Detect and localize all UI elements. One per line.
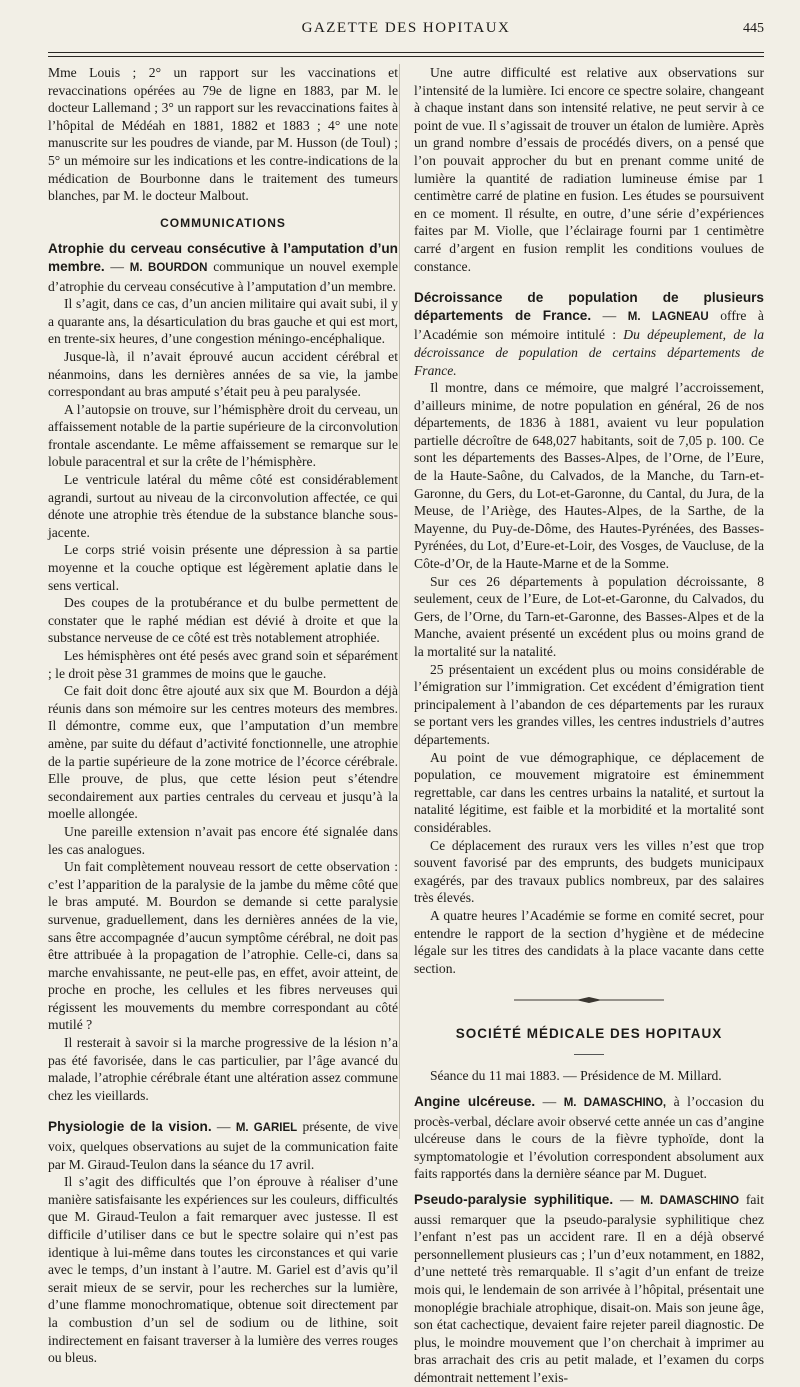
paragraph: A quatre heures l’Académie se forme en comité secret, pour entendre le rapport de la section d’hygiène et de médecine légale sur les titres des candidats à la place vacante dans cette section. [414, 907, 764, 976]
article-population-lead [414, 289, 764, 379]
paragraph: Une pareille extension n’avait pas encore été signalée dans les cas analogues. [48, 823, 398, 857]
section-ornament [414, 991, 764, 1009]
paragraph: 25 présentaient un excédent plus ou moins considérable de l’émigration sur l’immigration. Cet excédent d’émigration tient principalement à l’abandon de ces départements par les ruraux se portant vers les grandes villes, les centres industriels d’autres départements. [414, 661, 764, 747]
paragraph: Il resterait à savoir si la marche progressive de la lésion n’a pas été favorisée, dans le cas particulier, par l’âge avancé du malade, l’atrophie cérébrale étant une altération assez commune chez les vieillards. [48, 1035, 398, 1103]
article-lead-text: offre à l’Académie son mémoire intitulé : [414, 307, 764, 343]
cited-work-title: Du dépeuplement, de la décroissance de population de certains départements de France. [414, 327, 764, 378]
column-divider [399, 64, 400, 1139]
article-lead-text: présente, de vive voix, quelques observations au sujet de la communication faite par M. Giraud-Teulon dans la séance du 17 avril. [48, 1119, 398, 1172]
article-author: M. GARIEL [235, 1122, 298, 1135]
paragraph: Le ventricule latéral du même côté est considérablement agrandi, surtout au niveau de la circonvolution affectée, ce qui dénote une atrophie très étendue de la substance blanche sous-jacente. [48, 472, 398, 540]
article-pseudo-paralysie-lead [414, 1191, 764, 1387]
article-title: Angine ulcéreuse. [414, 1094, 536, 1110]
article-angine-lead [414, 1093, 764, 1183]
header-rule-bottom [48, 56, 764, 57]
article-title: Atrophie du cerveau consécutive à l’amputation d’un membre. [48, 241, 398, 274]
article-vision-lead [48, 1118, 398, 1173]
paragraph: Il s’agit des difficultés que l’on éprouve à réaliser d’une manière satisfaisante les expériences sur les couleurs, difficultés que M. Giraud-Teulon a fait remarquer avec justesse. Il est difficile d’utiliser dans ce but le spectre solaire qui n’est pas identique à lui-même dans toutes les circonstances et qui varie avec le temps, d’un instant à l’autre. M. Gariel est d’avis qu’il serait mieux de se servir, pour les recherches sur la lumière, d’une flamme monochromatique, obtenue soit directement par la combustion d’un sel de sodium ou de lithine, soit indirectement en faisant traverser à la lumière des verres rouges ou bleus. [48, 1174, 398, 1366]
short-rule [574, 1054, 604, 1055]
left-column [48, 64, 398, 1367]
paragraph: Une autre difficulté est relative aux observations sur l’intensité de la lumière. Ici encore ce spectre solaire, changeant à chaque instant dans son intensité relative, ne peut servir à ce point de vue. Il s’agissait de trouver un étalon de lumière. Après un grand nombre d’essais de procédés divers, on a pensé que l’on pouvait approcher du but en prenant comme unité de lumière la quantité de radiation lumineuse émise par 1 centimètre carré de platine en fusion. Les études se poursuivent en ce moment. Il résulte, en outre, d’une série d’expériences faites par M. Violle, que l’éclairage fourni par 1 centimètre carré d’argent en fusion remplit les conditions voulues de constance. [414, 65, 764, 274]
paragraph: Le corps strié voisin présente une dépression à sa partie moyenne et la couche optique est légèrement aplatie dans le sens vertical. [48, 542, 398, 593]
header-rule-top [48, 52, 764, 53]
article-atrophie-lead [48, 240, 398, 295]
paragraph: Jusque-là, il n’avait éprouvé aucun accident cérébral et néanmoins, dans les dernières années de sa vie, la jambe correspondant au bras amputé s’était peu à peu paralysée. [48, 348, 398, 400]
em-dash: — [542, 1094, 557, 1110]
paragraph: Il montre, dans ce mémoire, que malgré l’accroissement, d’ailleurs minime, de notre population en général, 26 de nos départements, de 1836 à 1881, avaient vu leur population partielle décroître de 648,027 habitants, soit de 7,05 p. 100. Ce sont les départements des Basses-Alpes, de l’Orne, de l’Eure, de la Haute-Saône, du Calvados, de la Manche, du Tarn-et-Garonne, du Gers, du Lot-et-Garonne, du Cantal, du Jura, de la Meuse, de l’Ariège, des Hautes-Alpes, de la Sarthe, de la Mayenne, du Puy-de-Dôme, des Hautes-Pyrénées, des Basses-Pyrénées, du Lot, d’Eure-et-Loir, des Vosges, de Vaucluse, de la Côte-d’Or, de la Haute-Marne et de la Somme. [414, 380, 764, 572]
paragraph: Des coupes de la protubérance et du bulbe permettent de constater que le raphé médian est dévié à droite et que la substance nerveuse de ce côté est très notablement atrophiée. [48, 595, 398, 646]
paragraph: Mme Louis ; 2° un rapport sur les vaccinations et revaccinations opérées au 79e de ligne en 1883, par M. le docteur Lallemand ; 3° un rapport sur les revaccinations faites à l’hôpital de Médéah en 1881, 1882 et 1883 ; 4° une note manuscrite sur les poudres de viande, par M. Husson (de Toul) ; 5° un mémoire sur les indications et les contre-indications de la médication de Bourbonne dans le traitement des tumeurs blanches, par M. le docteur Malbout. [48, 65, 398, 204]
paragraph: Il s’agit, dans ce cas, d’un ancien militaire qui avait subi, il y a quarante ans, la désarticulation du bras gauche et qui est mort, en trente-six heures, d’une congestion méningo-encéphalique. [48, 296, 398, 347]
article-lead-text: à l’occasion du procès-verbal, déclare avoir observé cette année un cas d’angine ulcéreuse dans le cours de la fièvre typhoïde, dont la symptomatologie et l’évolution correspondent absolument aux faits rapportés dans la dernière séance par M. Duguet. [414, 1094, 765, 1182]
right-column [414, 64, 764, 1387]
section-heading-communications: COMMUNICATIONS [160, 215, 286, 230]
article-author: M. DAMASCHINO [640, 1195, 740, 1208]
article-lead-text: communique un nouvel exemple d’atrophie du cerveau consécutive à l’amputation d’un membre. [48, 258, 398, 294]
section-heading-society: SOCIÉTÉ MÉDICALE DES HOPITAUX [455, 1025, 723, 1041]
article-lead-text: fait aussi remarquer que la pseudo-paralysie syphilitique chez l’enfant n’est pas un accident rare. Il en a déjà observé personnellement plusieurs cas ; l’un d’eux notamment, en 1882, d’une netteté très remarquable. Il s’agit d’un enfant de treize mois qui, le lendemain de son arrivée à l’hôpital, présentait une monoplégie brachiale atrophique, disait-on. Mais son jeune âge, son état cachectique, devaient faire rejeter pareil diagnostic. De plus, le moindre mouvement que l’on cherchait à imprimer au bras arrachait des cris au petit malade, et l’examen du corps démontrait nettement l’exis- [414, 1192, 764, 1385]
session-line: Séance du 11 mai 1883. — Présidence de M. Millard. [430, 1068, 722, 1084]
paragraph: Les hémisphères ont été pesés avec grand soin et séparément ; le droit pèse 31 grammes de moins que le gauche. [48, 648, 398, 681]
running-title: GAZETTE DES HOPITAUX [301, 20, 511, 36]
em-dash: — [110, 258, 124, 274]
ornament-rule-icon [514, 996, 664, 1004]
article-title: Pseudo-paralysie syphilitique. [414, 1192, 614, 1208]
paragraph: Au point de vue démographique, ce déplacement de population, ce mouvement migratoire est éminemment regrettable, car dans les centres urbains la natalité, et surtout la natalité légitime, est faible et la morbidité et la mortalité sont considérables. [414, 749, 764, 835]
article-author: M. DAMASCHINO, [563, 1097, 667, 1110]
paragraph: A l’autopsie on trouve, sur l’hémisphère droit du cerveau, un affaissement notable de la partie supérieure de la circonvolution frontale ascendante. Le même affaissement se remarque sur le lobule paracentral et sur la crête de l’hémisphère. [48, 401, 398, 470]
paragraph: Un fait complètement nouveau ressort de cette observation : c’est l’apparition de la paralysie de la jambe du même côté que le bras amputé. M. Bourdon se demande si cette paralysie survenue, graduellement, dans les dernières années de la vie, sans être accompagnée d’aucun symptôme cérébral, ne doit pas être attribuée à la propagation de l’atrophie. Celle-ci, dans sa marche envahissante, ne peut-elle pas, en effet, avoir atteint, de proche en proche, les cellules et les fibres nerveuses qui régissent les mouvements du membre correspondant au côté mutilé ? [48, 859, 398, 1033]
article-author: M. BOURDON [129, 261, 208, 274]
em-dash: — [602, 307, 617, 323]
article-title: Décroissance de population de plusieurs départements de France. [414, 290, 764, 323]
paragraph: Sur ces 26 départements à population décroissante, 8 seulement, ceux de l’Eure, de Lot-et-Garonne, du Calvados, du Gers, de l’Orne, du Tarn-et-Garonne, des Basses-Alpes et de la Manche, avaient présenté un excédent plus ou moins grand de la mortalité sur la natalité. [414, 573, 764, 659]
article-author: M. LAGNEAU [627, 310, 709, 323]
page-header [48, 20, 764, 44]
em-dash: — [216, 1119, 231, 1135]
paragraph: Ce fait doit donc être ajouté aux six que M. Bourdon a déjà réunis dans son mémoire sur les centres moteurs des membres. Il démontre, comme eux, que l’amputation d’un membre amène, par suite du défaut d’activité fonctionnelle, une atrophie de la partie supérieure de la zone motrice de l’écorce cérébrale. Elle prouve, de plus, que cette lésion peut s’étendre secondairement aux parties centrales du cerveau et jusqu’à la moelle allongée. [48, 683, 398, 822]
paragraph: Ce déplacement des ruraux vers les villes n’est que trop souvent favorisé par des emprunts, des budgets municipaux exagérés, par des travaux publics nombreux, par des salaires très élevés. [414, 837, 764, 906]
page-number: 445 [743, 21, 764, 36]
article-title: Physiologie de la vision. [48, 1119, 212, 1135]
em-dash: — [619, 1192, 634, 1208]
